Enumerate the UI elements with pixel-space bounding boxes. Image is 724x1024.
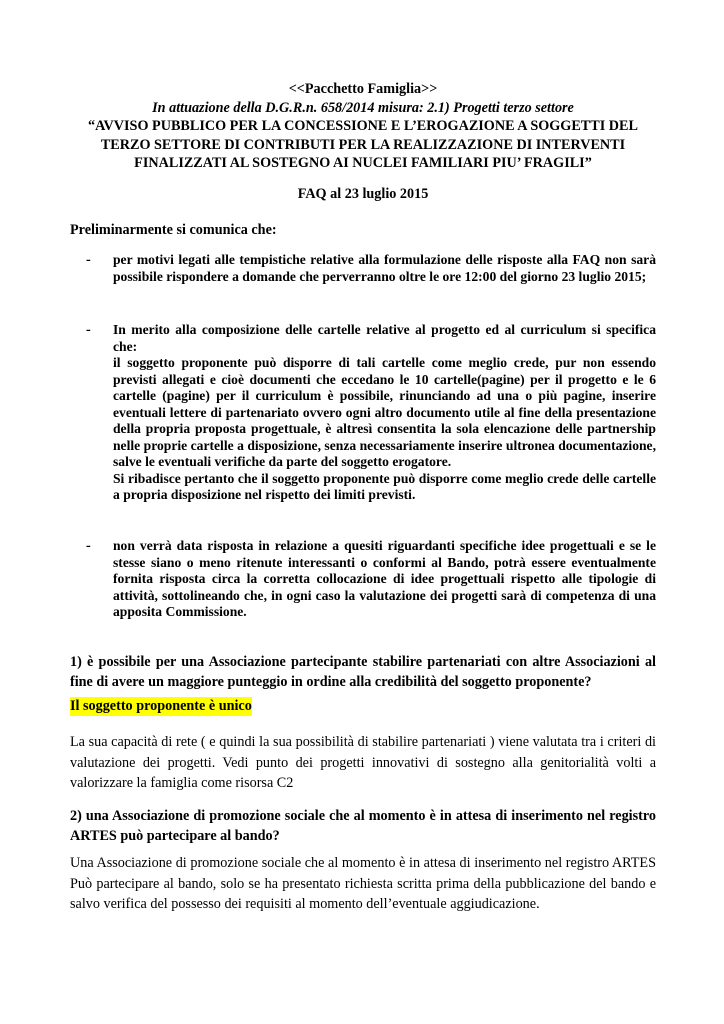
faq-answer-1-highlight: Il soggetto proponente è unico xyxy=(70,698,252,714)
bullet-text: per motivi legati alle tempistiche relative alla formulazione delle risposte alla FAQ non sarà possibile rispondere a domande che perverranno oltre le ore 12:00 del giorno 23 luglio 2015; xyxy=(113,252,656,284)
document-header xyxy=(70,80,656,173)
faq-date-heading: FAQ al 23 luglio 2015 xyxy=(297,186,429,202)
header-line-notice-1: “AVVISO PUBBLICO PER LA CONCESSIONE E L’EROGAZIONE A SOGGETTI DEL xyxy=(88,118,638,135)
header-line-notice-2: TERZO SETTORE DI CONTRIBUTI PER LA REALIZZAZIONE DI INTERVENTI xyxy=(100,136,626,153)
bullet-item-folders xyxy=(86,322,656,504)
faq-answer-1: La sua capacità di rete ( e quindi la sua possibilità di stabilire partenariati ) viene valutata tra i criteri di valutazione dei progetti. Vedi punto dei progetti innovativi di sostegno alla genitorialità volti a valorizzare la famiglia come risorsa C2 xyxy=(70,734,656,791)
faq-question-2: 2) una Associazione di promozione sociale che al momento è in attesa di inserimento nel registro ARTES può partecipare al bando? xyxy=(70,808,656,844)
bullet-item-no-answer xyxy=(86,538,656,621)
faq-question-1: 1) è possibile per una Associazione partecipante stabilire partenariati con altre Associazioni al fine di avere un maggiore punteggio in ordine alla credibilità del soggetto proponente? xyxy=(70,654,656,690)
bullet-dash: - xyxy=(86,252,91,268)
bullet-text-intro: In merito alla composizione delle cartelle relative al progetto ed al curriculum si specifica che: xyxy=(113,322,656,354)
bullet-text: non verrà data risposta in relazione a quesiti riguardanti specifiche idee progettuali e se le stesse siano o meno ritenute interessanti o conformi al Bando, potrà essere eventualmente fornita risposta circa la corretta collocazione di idee progettuali rispetto alle tipologie di attività, sottolineando che, in ogni caso la valutazione dei progetti sarà di competenza di una apposita Commissione. xyxy=(113,538,656,619)
header-line-title: <<Pacchetto Famiglia>> xyxy=(288,81,438,97)
bullet-text-body: il soggetto proponente può disporre di tali cartelle come meglio crede, pur non essendo previsti allegati e cioè documenti che eccedano le 10 cartelle(pagine) per il progetto e le 6 cartelle (pagine) per il curriculum è possibile, rinunciando ad una o più pagine, inserire eventuali lettere di partenariato ovvero ogni altro documento utile al fine della presentazione della propria proposta progettuale, è altresì consentita la sola elencazione delle partnership nelle proprie cartelle a disposizione, senza necessariamente inserire ultronea documentazione, salve le eventuali verifiche da parte del soggetto erogatore. xyxy=(113,355,656,469)
header-line-notice-3: FINALIZZATI AL SOSTEGNO AI NUCLEI FAMILIARI PIU’ FRAGILI” xyxy=(134,155,592,172)
prelim-heading: Preliminarmente si comunica che: xyxy=(70,222,277,238)
header-line-subtitle: In attuazione della D.G.R.n. 658/2014 misura: 2.1) Progetti terzo settore xyxy=(152,99,574,116)
bullet-dash: - xyxy=(86,322,91,338)
bullet-item-deadline xyxy=(86,252,656,285)
bullet-dash: - xyxy=(86,538,91,554)
faq-answer-2: Una Associazione di promozione sociale che al momento è in attesa di inserimento nel registro ARTES Può partecipare al bando, solo se ha presentato richiesta scritta prima della pubblicazione del bando e salvo verifica del possesso dei requisiti al momento dell’eventuale aggiudicazione. xyxy=(70,855,656,912)
bullet-text-summary: Si ribadisce pertanto che il soggetto proponente può disporre come meglio crede delle cartelle a propria disposizione nel rispetto dei limiti previsti. xyxy=(113,470,656,502)
